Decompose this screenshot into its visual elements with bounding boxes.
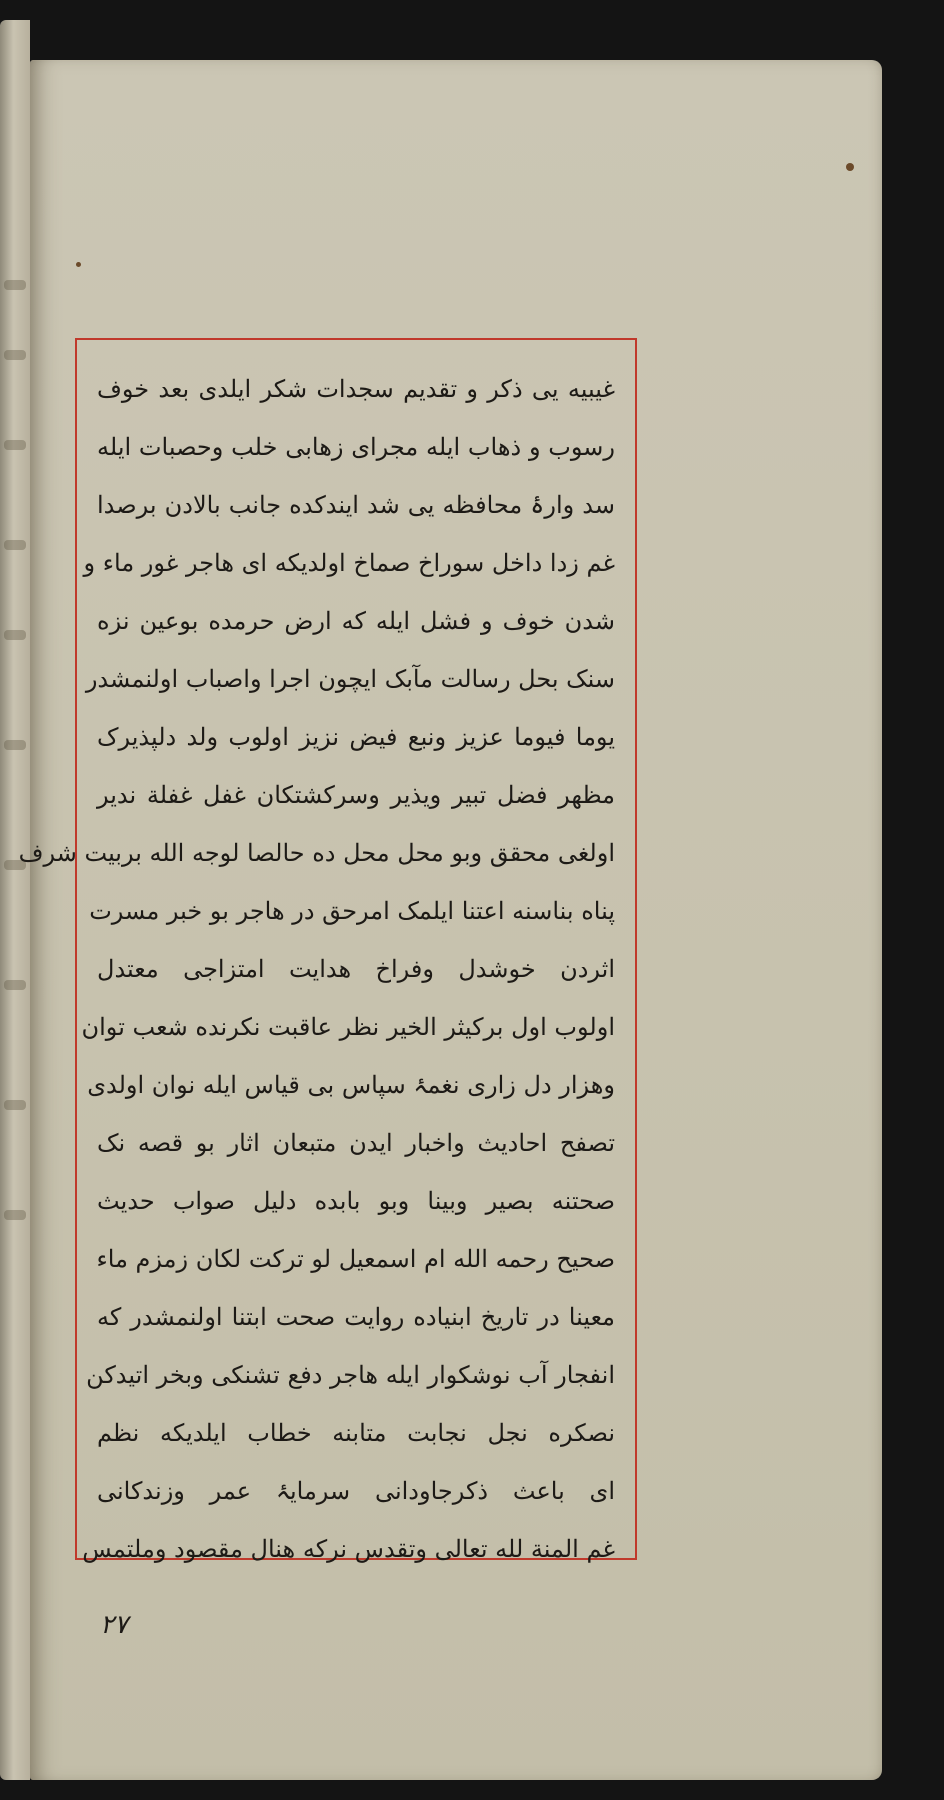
text-line: اثردن خوشدل وفراخ هدایت امتزاجی معتدل: [97, 955, 615, 983]
text-line: ای باعث ذکرجاودانی سرمایۂ عمر وزندکانی: [97, 1477, 615, 1505]
previous-page-text-fragment: [4, 740, 26, 750]
text-line: انفجار آب نوشکوار ایله هاجر دفع تشنکی وبخر اتیدکن: [86, 1361, 615, 1389]
manuscript-page: [18, 60, 882, 1780]
ink-spot: [846, 163, 854, 171]
text-line: معینا در تاریخ ابنیاده روایت صحت ابتنا اولنمشدر که: [97, 1303, 615, 1331]
text-line: صحیح رحمه الله ام اسمعیل لو ترکت لکان زمزم ماء: [96, 1245, 615, 1273]
text-line: شدن خوف و فشل ایله که ارض حرمده بوعین نزه: [97, 607, 615, 635]
previous-page-text-fragment: [4, 540, 26, 550]
previous-page-text-fragment: [4, 1210, 26, 1220]
text-line: اولوب اول برکیثر الخیر نظر عاقبت نکرنده شعب توان: [81, 1013, 615, 1041]
previous-page-text-fragment: [4, 630, 26, 640]
text-line: سد وارۂ محافظه یی شد ایندکده جانب بالادن برصدا: [97, 491, 615, 519]
ink-spot: [76, 262, 81, 267]
text-line: صحتنه بصیر وبینا وبو بابده دلیل صواب حدیث: [97, 1187, 615, 1215]
previous-page-text-fragment: [4, 350, 26, 360]
text-frame-border: [18, 338, 637, 1563]
previous-page-text-fragment: [4, 280, 26, 290]
previous-page-text-fragment: [4, 980, 26, 990]
text-line: مظهر فضل تبیر ویذیر وسرکشتکان غفل غفلة ندیر: [97, 781, 615, 809]
text-block: [18, 360, 615, 1563]
text-line: وهزار دل زاری نغمۂ سپاس بی قیاس ایله نوان اولدی: [87, 1071, 615, 1099]
text-line: نصکره نجل نجابت متابنه خطاب ایلدیکه نظم: [97, 1419, 615, 1447]
text-line: غم المنة لله تعالی وتقدس نرکه هنال مقصود وملتمس: [82, 1535, 615, 1563]
text-line: غیبیه یی ذکر و تقدیم سجدات شکر ایلدی بعد خوف: [97, 375, 615, 403]
text-line: غم زدا داخل سوراخ صماخ اولدیکه ای هاجر غور ماء و: [83, 549, 615, 577]
previous-page-text-fragment: [4, 1100, 26, 1110]
text-line: تصفح احادیث واخبار ایدن متبعان اثار بو قصه نک: [97, 1129, 615, 1157]
previous-page-text-fragment: [4, 440, 26, 450]
folio-number: ۲۷: [100, 1610, 128, 1640]
text-line: رسوب و ذهاب ایله مجرای زهابی خلب وحصبات ایله: [97, 433, 615, 461]
text-line: سنک بحل رسالت مآبک ایچون اجرا واصباب اولنمشدر: [85, 665, 615, 693]
text-line: اولغی محقق وبو محل محل ده حالصا لوجه الله بربیت شرف: [18, 839, 615, 867]
text-line: پناه بناسنه اعتنا ایلمک امرحق در هاجر بو خبر مسرت: [89, 897, 615, 925]
previous-page-edge: [0, 20, 30, 1780]
text-line: یوما فیوما عزیز ونبع فیض نزیز اولوب ولد دلپذیرک: [97, 723, 615, 751]
